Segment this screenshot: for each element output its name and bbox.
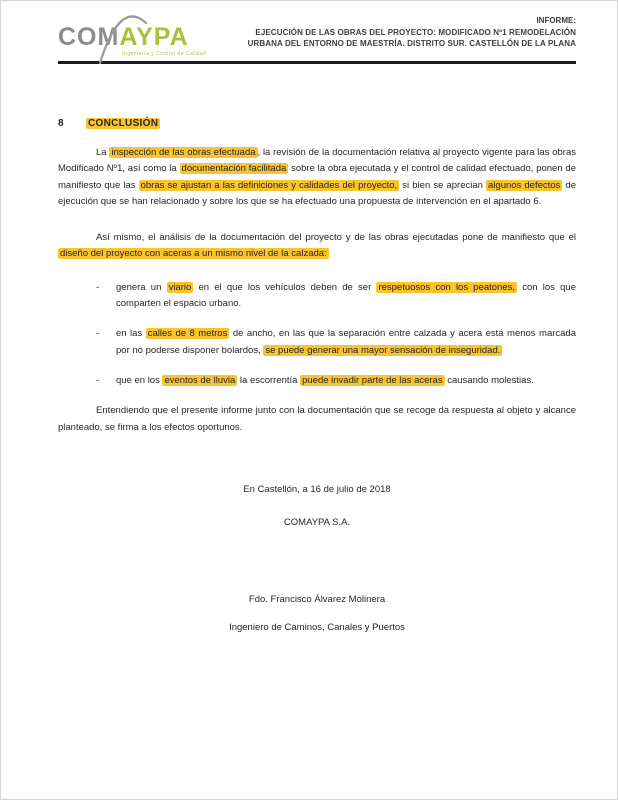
logo-text-green: AYPA	[119, 23, 189, 51]
bullet-marker: -	[96, 328, 100, 340]
signer-role-line: Ingeniero de Caminos, Canales y Puertos	[229, 621, 405, 633]
header-title-line2: URBANA DEL ENTORNO DE MAESTRÍA. DISTRITO SUR. CASTELLÓN DE LA PLANA	[247, 39, 576, 48]
paragraph-2: Así mismo, el análisis de la documentación del proyecto y de las obras ejecutadas pone de manifiesto que el diseño del proyecto con aceras a un mismo nivel de la calzada:	[60, 232, 576, 260]
section-title: CONCLUSIÓN	[88, 118, 159, 129]
company-line: COMAYPA S.A.	[283, 516, 351, 528]
comaypa-logo	[58, 11, 220, 57]
logo-text-gray: COM	[58, 23, 120, 51]
section-number: 8	[58, 118, 64, 129]
header-title-line1: EJECUCIÓN DE LAS OBRAS DEL PROYECTO: MODIFICADO Nº1 REMODELACIÓN	[255, 28, 576, 37]
list-item-text: genera un viario en el que los vehículos deben de ser respetuosos con los peatones, con los que comparten el espacio urbano.	[116, 281, 576, 310]
closing-paragraph: Entendiendo que el presente informe junto con la documentación que se recoge da respuesta al objeto y alcance planteado, se firma a los efectos oportunos.	[58, 405, 576, 433]
page-header	[58, 11, 576, 57]
list-item	[58, 326, 576, 359]
list-item-text: que en los eventos de lluvia la escorrentía puede invadir parte de las aceras causando molestias.	[116, 374, 534, 386]
bullet-marker: -	[96, 281, 100, 293]
paragraph-1: La inspección de las obras efectuada , la revisión de la documentación relativa al proyecto vigente para las obras Modificado Nº1, así como la documentación facilitada sobre la obra ejecutada y el control de calidad efectuado, ponen de manifiesto que las obras se ajustan a las definiciones y calidades del proyecto, si bien se aprecian algunos defectos de ejecución que se han relacionado y sobre los que se ha efectuado una propuesta de intervención en el apartado 6.	[58, 147, 576, 207]
conclusion-list	[58, 280, 576, 389]
list-item-text: en las calles de 8 metros de ancho, en las que la separación entre calzada y acera está menos marcada por no poderse disponer bolardos, se puede generar una mayor sensación de inseguridad.	[116, 328, 576, 356]
signer-line: Fdo. Francisco Álvarez Molinera	[248, 593, 386, 605]
list-item	[58, 280, 576, 313]
list-item	[58, 373, 576, 389]
section-heading	[58, 118, 576, 129]
place-date-line: En Castellón, a 16 de julio de 2018	[243, 483, 391, 495]
logo-tagline: Ingeniería y Control de Calidad	[122, 51, 207, 57]
bullet-marker: -	[96, 374, 100, 386]
logo-arc-icon	[94, 7, 160, 65]
report-header-title	[220, 11, 576, 49]
report-page	[1, 1, 617, 799]
header-informe-label: INFORME:	[536, 16, 576, 25]
